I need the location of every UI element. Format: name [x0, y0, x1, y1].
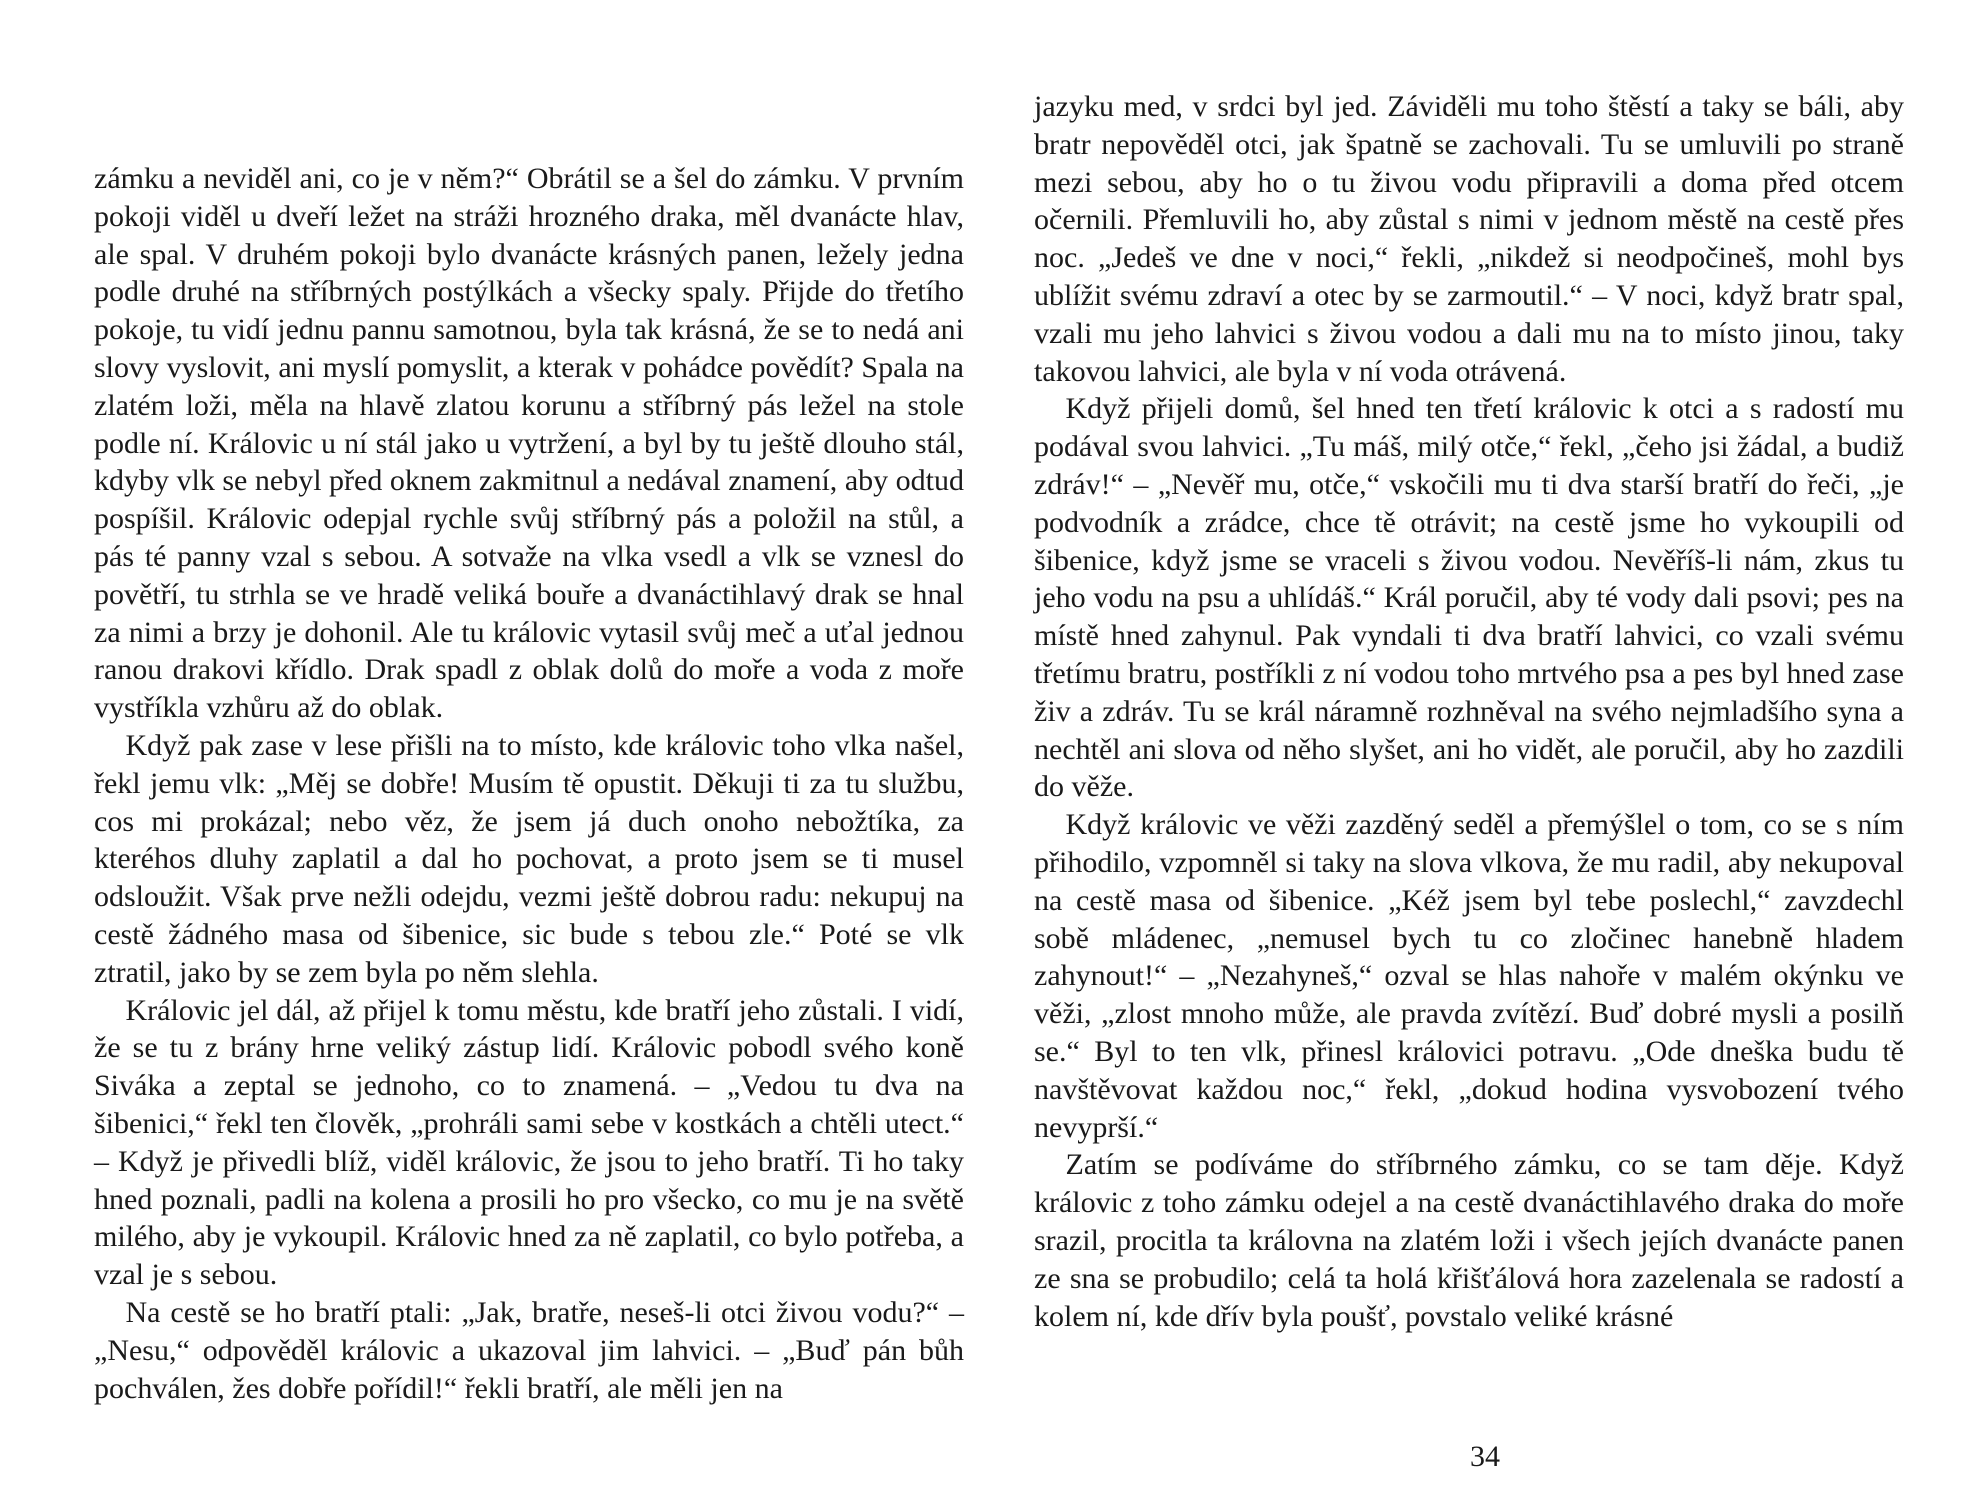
right-paragraph-4: Zatím se podíváme do stříbrného zámku, co se tam děje. Když královic z toho zámku odejel a na cestě dvanáctihlavého draka do moře srazil, procitla ta královna na zlatém loži i všech jejích dvanácte panen ze sna se probudilo; celá ta holá křišťálová hora zazelenala se radostí a kolem ní, kde dřív byla poušť, povstalo veliké krásné	[1034, 1148, 1904, 1333]
left-paragraph-1: zámku a neviděl ani, co je v něm?“ Obrátil se a šel do zámku. V prvním pokoji viděl u dveří ležet na stráži hrozného draka, měl dvanácte hlav, ale spal. V druhém pokoji bylo dvanácte krásných panen, ležely jedna podle druhé na stříbrných postýlkách a všecky spaly. Přijde do třetího pokoje, tu vidí jednu pannu samotnou, byla tak krásná, že se to nedá ani slovy vyslovit, ani myslí pomyslit, a kterak v pohádce povědít? Spala na zlatém loži, měla na hlavě zlatou korunu a stříbrný pás ležel na stole podle ní. Královic u ní stál jako u vytržení, a byl by tu ještě dlouho stál, kdyby vlk se nebyl před oknem zakmitnul a nedával znamení, aby odtud pospíšil. Královic odepjal rychle svůj stříbrný pás a položil na stůl, a pás té panny vzal s sebou. A sotvaže na vlka vsedl a vlk se vznesl do povětří, tu strhla se ve hradě veliká bouře a dvanáctihlavý drak se hnal za nimi a brzy je dohonil. Ale tu královic vytasil svůj meč a uťal jednou ranou drakovi křídlo. Drak spadl z oblak dolů do moře a voda z moře vystříkla vzhůru až do oblak.	[94, 162, 964, 725]
left-paragraph-3: Královic jel dál, až přijel k tomu městu, kde bratří jeho zůstali. I vidí, že se tu z brány hrne veliký zástup lidí. Královic pobodl svého koně Siváka a zeptal se jednoho, co to znamená. – „Vedou tu dva na šibenici,“ řekl ten člověk, „prohráli sami sebe v kostkách a chtěli utect.“ – Když je přivedli blíž, viděl královic, že jsou to jeho bratří. Ti ho taky hned poznali, padli na kolena a prosili ho pro všecko, co mu je na světě milého, aby je vykoupil. Královic hned za ně zaplatil, co bylo potřeba, a vzal je s sebou.	[94, 993, 964, 1292]
right-paragraph-2: Když přijeli domů, šel hned ten třetí královic k otci a s radostí mu podával svou lahvici. „Tu máš, milý otče,“ řekl, „čeho jsi žádal, a budiž zdráv!“ – „Nevěř mu, otče,“ vskočili mu ti dva starší bratří do řeči, „je podvodník a zrádce, chce tě otrávit; na cestě jsme ho vykoupili od šibenice, když jsme se vraceli s živou vodou. Nevěříš-li nám, zkus tu jeho vodu na psu a uhlídáš.“ Král poručil, aby té vody dali psovi; pes na místě hned zahynul. Pak vyndali ti dva bratří lahvici, co vzali svému třetímu bratru, postříkli z ní vodou toho mrtvého psa a pes byl hned zase živ a zdráv. Tu se král náramně rozhněval na svého nejmladšího syna a nechtěl ani slova od něho slyšet, ani ho vidět, ale poručil, aby ho zazdili do věže.	[1034, 392, 1904, 804]
right-paragraph-1: jazyku med, v srdci byl jed. Záviděli mu toho štěstí a taky se báli, aby bratr nepověděl otci, jak špatně se zachovali. Tu se umluvili po straně mezi sebou, aby ho o tu živou vodu připravili a doma před otcem očernili. Přemluvili ho, aby zůstal s nimi v jednom městě na cestě přes noc. „Jedeš ve dne v noci,“ řekli, „nikdež si neodpočineš, mohl bys ublížit svému zdraví a otec by se zarmoutil.“ – V noci, když bratr spal, vzali mu jeho lahvici s živou vodou a dali mu na to místo jinou, taky takovou lahvici, ale byla v ní voda otrávená.	[1034, 90, 1904, 388]
page-number: 34	[1470, 1440, 1500, 1473]
left-paragraph-4: Na cestě se ho bratří ptali: „Jak, bratře, neseš-li otci živou vodu?“ – „Nesu,“ odpověděl královic a ukazoval jim lahvici. – „Buď pán bůh pochválen, žes dobře pořídil!“ řekli bratří, ale měli jen na	[94, 1295, 964, 1405]
right-page	[1034, 88, 1904, 1335]
left-paragraph-2: Když pak zase v lese přišli na to místo, kde královic toho vlka našel, řekl jemu vlk: „Měj se dobře! Musím tě opustit. Děkuji ti za tu službu, cos mi prokázal; nebo věz, že jsem já duch onoho nebožtíka, za kteréhos dluhy zaplatil a dal ho pochovat, a proto jsem se ti musel odsloužit. Však prve nežli odejdu, vezmi ještě dobrou radu: nekupuj na cestě žádného masa od šibenice, sic bude s tebou zle.“ Poté se vlk ztratil, jako by se zem byla po něm slehla.	[94, 728, 964, 989]
left-page	[94, 160, 964, 1407]
right-paragraph-3: Když královic ve věži zazděný seděl a přemýšlel o tom, co se s ním přihodilo, vzpomněl si taky na slova vlkova, že mu radil, aby nekupoval na cestě masa od šibenice. „Kéž jsem byl tebe poslechl,“ zavzdechl sobě mládenec, „nemusel bych tu co zločinec hanebně hladem zahynout!“ – „Nezahyneš,“ ozval se hlas nahoře v malém okýnku ve věži, „zlost mnoho může, ale pravda zvítězí. Buď dobré mysli a posilň se.“ Byl to ten vlk, přinesl královici potravu. „Ode dneška budu tě navštěvovat každou noc,“ řekl, „dokud hodina vysvobození tvého nevyprší.“	[1034, 808, 1904, 1144]
